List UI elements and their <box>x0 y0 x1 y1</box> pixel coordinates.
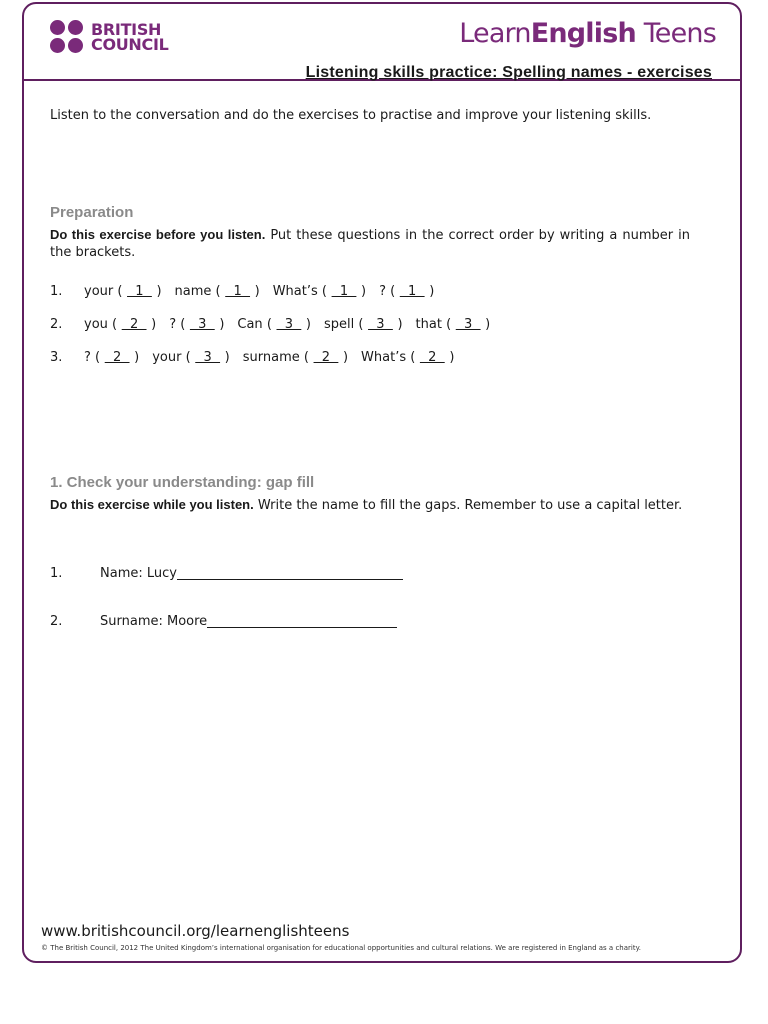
ordering-item: ? ( 1 ) <box>379 284 435 299</box>
preparation-instruction-rest: Put these questions in the correct order by writing a number in the brackets. <box>50 228 690 260</box>
ordering-row <box>50 317 503 332</box>
ordering-answer[interactable]: 1 <box>399 284 425 299</box>
gapfill-item <box>50 614 397 629</box>
ordering-answer[interactable]: 2 <box>313 350 339 365</box>
gapfill-answer-line[interactable] <box>207 614 397 628</box>
ordering-item: surname ( 2 ) <box>242 350 349 365</box>
ordering-item: ? ( 2 ) <box>84 350 140 365</box>
ordering-row <box>50 284 447 299</box>
ordering-row-number: 2. <box>50 317 63 332</box>
footer-copyright: © The British Council, 2012 The United Kingdom’s international organisation for educational opportunities and cultural relations. We are registered in England as a charity. <box>41 944 641 952</box>
ordering-answer[interactable]: 3 <box>276 317 302 332</box>
ordering-answer[interactable]: 1 <box>225 284 251 299</box>
bc-logo-line2: COUNCIL <box>91 34 169 54</box>
gapfill-item-text: Name: Lucy <box>100 566 177 581</box>
preparation-instruction <box>50 226 690 261</box>
gapfill-item-text: Surname: Moore <box>100 614 208 629</box>
ordering-item: name ( 1 ) <box>174 284 260 299</box>
ordering-answer[interactable]: 3 <box>368 317 393 332</box>
intro-text: Listen to the conversation and do the exercises to practise and improve your listening skills. <box>50 108 652 123</box>
ordering-word: your <box>84 284 114 299</box>
ordering-word: your <box>152 350 182 365</box>
ordering-word: What’s <box>361 350 407 365</box>
gapfill-instruction-rest: Write the name to fill the gaps. Remember to use a capital letter. <box>253 498 683 513</box>
bc-logo-line1: BRITISH <box>91 19 162 39</box>
ordering-word: ? <box>169 317 177 332</box>
british-council-logo <box>50 20 169 53</box>
gapfill-answer-line[interactable] <box>177 566 403 580</box>
ordering-word: surname <box>242 350 300 365</box>
document-title: Listening skills practice: Spelling names - exercises <box>305 64 712 81</box>
ordering-item: your ( 1 ) <box>84 284 162 299</box>
british-council-dots-icon <box>50 20 83 53</box>
ordering-answer[interactable]: 2 <box>419 350 445 365</box>
preparation-heading: Preparation <box>50 204 134 221</box>
ordering-item: you ( 2 ) <box>84 317 157 332</box>
ordering-row-number: 1. <box>50 284 63 299</box>
ordering-item: Can ( 3 ) <box>237 317 311 332</box>
ordering-answer[interactable]: 1 <box>331 284 357 299</box>
ordering-item: your ( 3 ) <box>152 350 230 365</box>
ordering-word: that <box>415 317 442 332</box>
ordering-answer[interactable]: 2 <box>104 350 130 365</box>
gapfill-instruction-lead: Do this exercise while you listen. <box>50 497 254 512</box>
footer-url: www.britishcouncil.org/learnenglishteens <box>41 922 350 940</box>
ordering-word: ? <box>379 284 386 299</box>
ordering-word: Can <box>237 317 263 332</box>
logo-english: English <box>530 18 636 49</box>
ordering-word: What’s <box>272 284 318 299</box>
ordering-word: you <box>84 317 108 332</box>
ordering-item: ? ( 3 ) <box>169 317 225 332</box>
logo-teens: Teens <box>635 18 716 49</box>
ordering-answer[interactable]: 3 <box>455 317 481 332</box>
gapfill-heading: 1. Check your understanding: gap fill <box>50 474 315 491</box>
gapfill-instruction <box>50 496 690 514</box>
ordering-row-number: 3. <box>50 350 63 365</box>
preparation-instruction-lead: Do this exercise before you listen. <box>50 227 266 242</box>
ordering-answer[interactable]: 1 <box>127 284 152 299</box>
ordering-row <box>50 350 467 365</box>
ordering-answer[interactable]: 2 <box>121 317 147 332</box>
gapfill-item-number: 2. <box>50 614 63 629</box>
gapfill-item <box>50 566 403 581</box>
logo-learn: Learn <box>459 18 531 49</box>
ordering-item: What’s ( 1 ) <box>272 284 367 299</box>
ordering-word: name <box>174 284 212 299</box>
ordering-item: spell ( 3 ) <box>323 317 403 332</box>
ordering-item: What’s ( 2 ) <box>361 350 455 365</box>
ordering-word: ? <box>84 350 91 365</box>
ordering-word: spell <box>323 317 355 332</box>
learnenglish-teens-logo <box>459 18 716 49</box>
gapfill-item-number: 1. <box>50 566 63 581</box>
ordering-answer[interactable]: 3 <box>189 317 215 332</box>
ordering-item: that ( 3 ) <box>415 317 491 332</box>
ordering-answer[interactable]: 3 <box>195 350 221 365</box>
